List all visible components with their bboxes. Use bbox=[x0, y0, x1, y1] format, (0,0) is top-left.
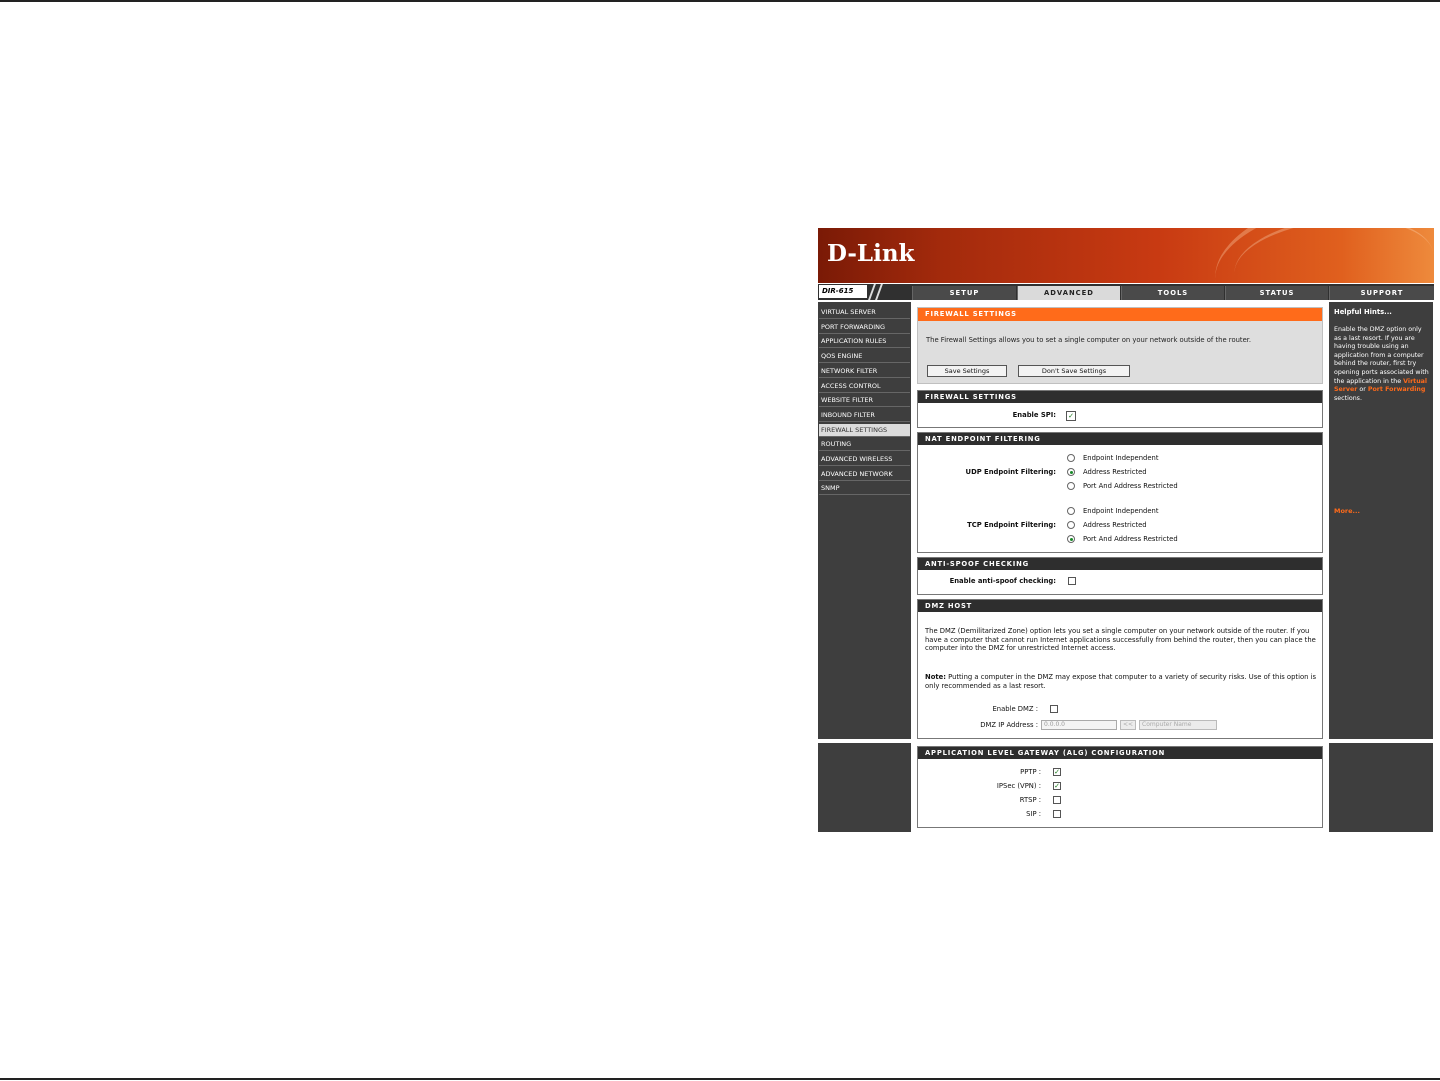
sidebar-item-application-rules[interactable]: APPLICATION RULES bbox=[819, 335, 910, 348]
intro-panel bbox=[917, 307, 1323, 384]
ipsec-vpn-checkbox[interactable]: ✓ bbox=[1054, 782, 1060, 790]
udp-endpoint-filtering-label: UDP Endpoint Filtering: bbox=[965, 468, 1056, 476]
tab-tools[interactable]: TOOLS bbox=[1121, 286, 1224, 300]
sidebar-item-virtual-server[interactable]: VIRTUAL SERVER bbox=[819, 306, 910, 319]
hints-title: Helpful Hints... bbox=[1334, 308, 1392, 316]
pptp-label: PPTP : bbox=[1020, 768, 1041, 776]
anti-spoof-checkbox[interactable] bbox=[1068, 577, 1076, 585]
section-title: NAT ENDPOINT FILTERING bbox=[918, 433, 1322, 445]
anti-spoof-label: Enable anti-spoof checking: bbox=[949, 577, 1056, 585]
tab-support[interactable]: SUPPORT bbox=[1329, 286, 1434, 300]
page-bottom-rule bbox=[0, 1078, 1440, 1080]
sidebar-item-advanced-wireless[interactable]: ADVANCED WIRELESS bbox=[819, 453, 910, 466]
enable-spi-label: Enable SPI: bbox=[1012, 411, 1056, 419]
dlink-logo: D-Link bbox=[827, 240, 915, 267]
section-title: FIREWALL SETTINGS bbox=[918, 391, 1322, 403]
dmz-note-label: Note: bbox=[925, 673, 946, 681]
virtual-server-link[interactable]: Virtual Server bbox=[1334, 377, 1428, 394]
ipsec-vpn-label: IPSec (VPN) : bbox=[996, 782, 1041, 790]
intro-title: FIREWALL SETTINGS bbox=[918, 308, 1322, 321]
page-top-rule bbox=[0, 0, 1440, 2]
dmz-note bbox=[925, 673, 1317, 690]
hints-lower-panel bbox=[1329, 743, 1433, 832]
tab-status[interactable]: STATUS bbox=[1225, 286, 1328, 300]
dont-save-settings-button[interactable]: Don't Save Settings bbox=[1018, 365, 1130, 377]
rtsp-label: RTSP : bbox=[1019, 796, 1041, 804]
udp-port-and-address-restricted-radio[interactable] bbox=[1067, 482, 1075, 490]
alg-configuration-section bbox=[917, 746, 1323, 828]
dmz-copy-arrow-button[interactable]: << bbox=[1120, 720, 1136, 730]
sidebar-lower-panel bbox=[818, 743, 911, 832]
section-title: DMZ HOST bbox=[918, 600, 1322, 612]
udp-option-label: Endpoint Independent bbox=[1083, 454, 1159, 462]
tcp-option-label: Address Restricted bbox=[1083, 521, 1147, 529]
section-title: APPLICATION LEVEL GATEWAY (ALG) CONFIGURATION bbox=[918, 747, 1322, 759]
computer-name-select[interactable]: Computer Name bbox=[1139, 720, 1217, 730]
dmz-ip-address-label: DMZ IP Address : bbox=[980, 721, 1038, 729]
dmz-host-section bbox=[917, 599, 1323, 739]
header-banner bbox=[818, 228, 1434, 283]
sidebar bbox=[818, 302, 911, 739]
save-settings-button[interactable]: Save Settings bbox=[927, 365, 1007, 377]
port-forwarding-link[interactable]: Port Forwarding bbox=[1367, 386, 1426, 394]
tcp-endpoint-independent-radio[interactable] bbox=[1067, 507, 1075, 515]
dmz-ip-address-input[interactable]: 0.0.0.0 bbox=[1041, 720, 1117, 730]
tcp-port-and-address-restricted-radio[interactable] bbox=[1067, 535, 1075, 543]
anti-spoof-checking-section bbox=[917, 557, 1323, 595]
sidebar-item-network-filter[interactable]: NETWORK FILTER bbox=[819, 365, 910, 378]
router-admin-screenshot bbox=[818, 228, 1434, 832]
sidebar-item-firewall-settings[interactable]: FIREWALL SETTINGS bbox=[819, 424, 910, 437]
enable-dmz-label: Enable DMZ : bbox=[992, 705, 1038, 713]
sidebar-item-routing[interactable]: ROUTING bbox=[819, 438, 910, 451]
intro-text: The Firewall Settings allows you to set a single computer on your network outside of the router. bbox=[926, 336, 1252, 344]
more-link[interactable]: More... bbox=[1334, 507, 1360, 515]
tcp-option-label: Port And Address Restricted bbox=[1083, 535, 1178, 543]
sidebar-item-snmp[interactable]: SNMP bbox=[819, 482, 910, 495]
tcp-endpoint-filtering-label: TCP Endpoint Filtering: bbox=[967, 521, 1056, 529]
tcp-option-label: Endpoint Independent bbox=[1083, 507, 1159, 515]
hints-body bbox=[1334, 326, 1430, 403]
udp-option-label: Address Restricted bbox=[1083, 468, 1147, 476]
sip-checkbox[interactable] bbox=[1053, 810, 1061, 818]
firewall-settings-section bbox=[917, 390, 1323, 428]
udp-address-restricted-radio[interactable] bbox=[1067, 468, 1075, 476]
tab-setup[interactable]: SETUP bbox=[912, 286, 1016, 300]
udp-option-label: Port And Address Restricted bbox=[1083, 482, 1178, 490]
sidebar-item-inbound-filter[interactable]: INBOUND FILTER bbox=[819, 409, 910, 422]
hints-text: Enable the DMZ option only as a last resort. If you are having trouble using an application from a computer behind the router, first try opening ports associated with the application in the bbox=[1334, 326, 1429, 385]
enable-spi-checkbox[interactable]: ✓ bbox=[1066, 411, 1076, 421]
sidebar-item-port-forwarding[interactable]: PORT FORWARDING bbox=[819, 321, 910, 334]
rtsp-checkbox[interactable] bbox=[1053, 796, 1061, 804]
pptp-checkbox[interactable]: ✓ bbox=[1054, 768, 1060, 776]
tab-advanced[interactable]: ADVANCED bbox=[1017, 286, 1120, 300]
sidebar-item-website-filter[interactable]: WEBSITE FILTER bbox=[819, 394, 910, 407]
sidebar-item-access-control[interactable]: ACCESS CONTROL bbox=[819, 380, 910, 393]
helpful-hints-panel bbox=[1329, 302, 1433, 739]
nat-endpoint-filtering-section bbox=[917, 432, 1323, 553]
sidebar-item-advanced-network[interactable]: ADVANCED NETWORK bbox=[819, 468, 910, 481]
section-title: ANTI-SPOOF CHECKING bbox=[918, 558, 1322, 570]
model-label: DIR-615 bbox=[819, 285, 867, 298]
hints-tail: sections. bbox=[1334, 394, 1362, 402]
enable-dmz-checkbox[interactable] bbox=[1050, 705, 1058, 713]
hints-or: or bbox=[1357, 386, 1368, 394]
tcp-address-restricted-radio[interactable] bbox=[1067, 521, 1075, 529]
dmz-description: The DMZ (Demilitarized Zone) option lets you set a single computer on your network outside of the router. If you have a computer that cannot run Internet applications successfully from behind the router, then you can place the computer into the DMZ for unrestricted Internet access. bbox=[925, 627, 1316, 652]
udp-endpoint-independent-radio[interactable] bbox=[1067, 454, 1075, 462]
sip-label: SIP : bbox=[1026, 810, 1041, 818]
sidebar-item-qos-engine[interactable]: QOS ENGINE bbox=[819, 350, 910, 363]
dmz-note-text: Putting a computer in the DMZ may expose that computer to a variety of security risks. Use of this option is only recommended as a last resort. bbox=[925, 673, 1317, 690]
